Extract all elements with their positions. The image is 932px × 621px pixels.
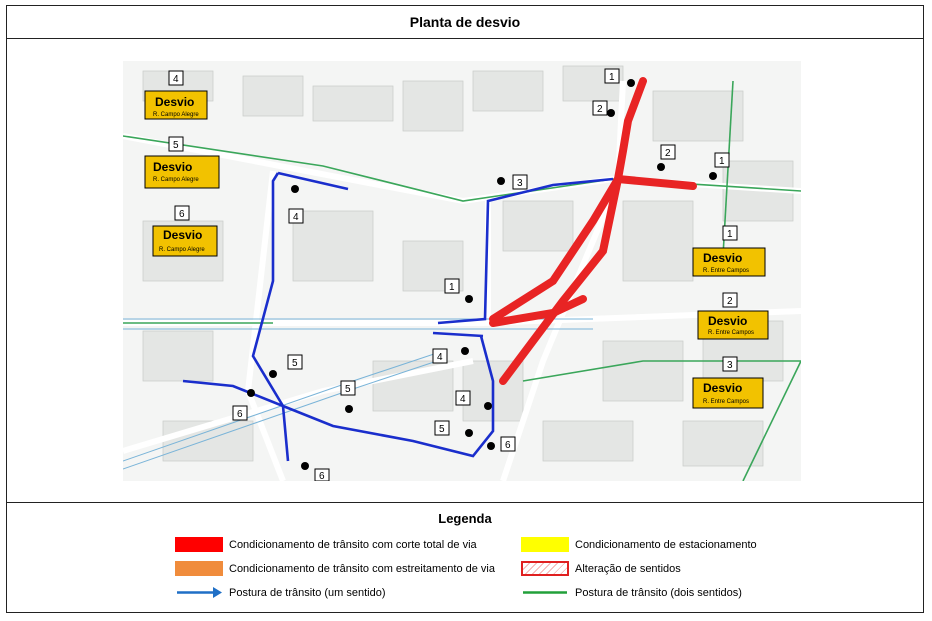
signpost-icon bbox=[657, 163, 665, 171]
marker bbox=[233, 406, 247, 420]
plan-frame bbox=[6, 5, 924, 613]
sign-number-3 bbox=[723, 357, 737, 371]
detour-sign-entre-campos-1 bbox=[693, 248, 765, 276]
marker bbox=[433, 349, 447, 363]
signpost-icon bbox=[291, 185, 299, 193]
sign-label: Desvio bbox=[703, 381, 743, 395]
signpost-icon bbox=[709, 172, 717, 180]
parking-swatch bbox=[521, 537, 569, 552]
svg-text:2: 2 bbox=[665, 148, 671, 159]
detour-sign-entre-campos-2 bbox=[698, 311, 768, 339]
sign-street: R. Entre Campos bbox=[708, 330, 755, 336]
svg-text:2: 2 bbox=[727, 296, 733, 307]
svg-text:3: 3 bbox=[727, 360, 733, 371]
sign-street: R. Entre Campos bbox=[703, 399, 750, 405]
legend-direction-change bbox=[521, 561, 681, 576]
signpost-icon bbox=[269, 370, 277, 378]
marker bbox=[445, 279, 459, 293]
legend-parking bbox=[521, 537, 757, 552]
signpost-icon bbox=[487, 442, 495, 450]
signpost-icon bbox=[627, 79, 635, 87]
marker bbox=[435, 421, 449, 435]
sign-street: R. Campo Alegre bbox=[159, 247, 205, 253]
svg-text:5: 5 bbox=[345, 384, 351, 395]
detour-sign-entre-campos-3 bbox=[693, 378, 763, 408]
sign-label: Desvio bbox=[155, 95, 195, 109]
svg-text:6: 6 bbox=[319, 471, 325, 481]
legend-label: Postura de trânsito (um sentido) bbox=[229, 586, 386, 599]
sign-label: Desvio bbox=[708, 314, 748, 328]
svg-text:6: 6 bbox=[505, 440, 511, 451]
detour-sign-campo-alegre-6 bbox=[153, 226, 217, 256]
legend bbox=[7, 502, 923, 614]
map-canvas bbox=[123, 61, 801, 481]
sign-street: R. Campo Alegre bbox=[153, 177, 199, 183]
marker bbox=[501, 437, 515, 451]
marker bbox=[513, 175, 527, 189]
svg-text:5: 5 bbox=[292, 358, 298, 369]
svg-text:1: 1 bbox=[719, 156, 725, 167]
detour-map bbox=[123, 61, 801, 481]
sign-number-6 bbox=[175, 206, 189, 220]
two-way-line-icon bbox=[521, 585, 569, 600]
legend-title: Legenda bbox=[438, 511, 492, 526]
marker bbox=[715, 153, 729, 167]
signpost-icon bbox=[484, 402, 492, 410]
marker bbox=[288, 355, 302, 369]
marker bbox=[605, 69, 619, 83]
detour-sign-campo-alegre-4 bbox=[145, 91, 207, 119]
signpost-icon bbox=[607, 109, 615, 117]
sign-street: R. Campo Alegre bbox=[153, 112, 199, 118]
legend-one-way bbox=[175, 585, 386, 600]
signpost-icon bbox=[301, 462, 309, 470]
svg-text:4: 4 bbox=[173, 74, 179, 85]
svg-text:1: 1 bbox=[727, 229, 733, 240]
sign-label: Desvio bbox=[153, 160, 193, 174]
marker bbox=[456, 391, 470, 405]
signpost-icon bbox=[465, 295, 473, 303]
signpost-icon bbox=[247, 389, 255, 397]
svg-text:5: 5 bbox=[439, 424, 445, 435]
legend-label: Condicionamento de trânsito com corte total de via bbox=[229, 538, 477, 551]
sign-number-1 bbox=[723, 226, 737, 240]
legend-label: Condicionamento de estacionamento bbox=[575, 538, 757, 551]
one-way-arrow-icon bbox=[175, 585, 223, 600]
legend-label: Condicionamento de trânsito com estreitamento de via bbox=[229, 562, 495, 575]
legend-two-way bbox=[521, 585, 742, 600]
svg-text:3: 3 bbox=[517, 178, 523, 189]
legend-label: Alteração de sentidos bbox=[575, 562, 681, 575]
sign-street: R. Entre Campos bbox=[703, 268, 750, 274]
svg-text:4: 4 bbox=[460, 394, 466, 405]
total-closure-swatch bbox=[175, 537, 223, 552]
detour-sign-campo-alegre-5 bbox=[145, 156, 219, 188]
direction-change-swatch bbox=[521, 561, 569, 576]
svg-text:1: 1 bbox=[449, 282, 455, 293]
svg-text:4: 4 bbox=[293, 212, 299, 223]
svg-text:2: 2 bbox=[597, 104, 603, 115]
marker bbox=[661, 145, 675, 159]
narrowing-swatch bbox=[175, 561, 223, 576]
marker bbox=[289, 209, 303, 223]
legend-label: Postura de trânsito (dois sentidos) bbox=[575, 586, 742, 599]
legend-narrowing bbox=[175, 561, 495, 576]
signpost-icon bbox=[461, 347, 469, 355]
legend-total-closure bbox=[175, 537, 477, 552]
svg-text:1: 1 bbox=[609, 72, 615, 83]
svg-text:5: 5 bbox=[173, 140, 179, 151]
marker bbox=[341, 381, 355, 395]
sign-label: Desvio bbox=[163, 228, 203, 242]
plan-title: Planta de desvio bbox=[7, 6, 923, 39]
svg-text:4: 4 bbox=[437, 352, 443, 363]
signpost-icon bbox=[345, 405, 353, 413]
signpost-icon bbox=[497, 177, 505, 185]
svg-text:6: 6 bbox=[179, 209, 185, 220]
sign-label: Desvio bbox=[703, 251, 743, 265]
sign-number-5 bbox=[169, 137, 183, 151]
marker bbox=[315, 469, 329, 481]
marker bbox=[593, 101, 607, 115]
sign-number-2 bbox=[723, 293, 737, 307]
signpost-icon bbox=[465, 429, 473, 437]
sign-number-4 bbox=[169, 71, 183, 85]
svg-text:6: 6 bbox=[237, 409, 243, 420]
